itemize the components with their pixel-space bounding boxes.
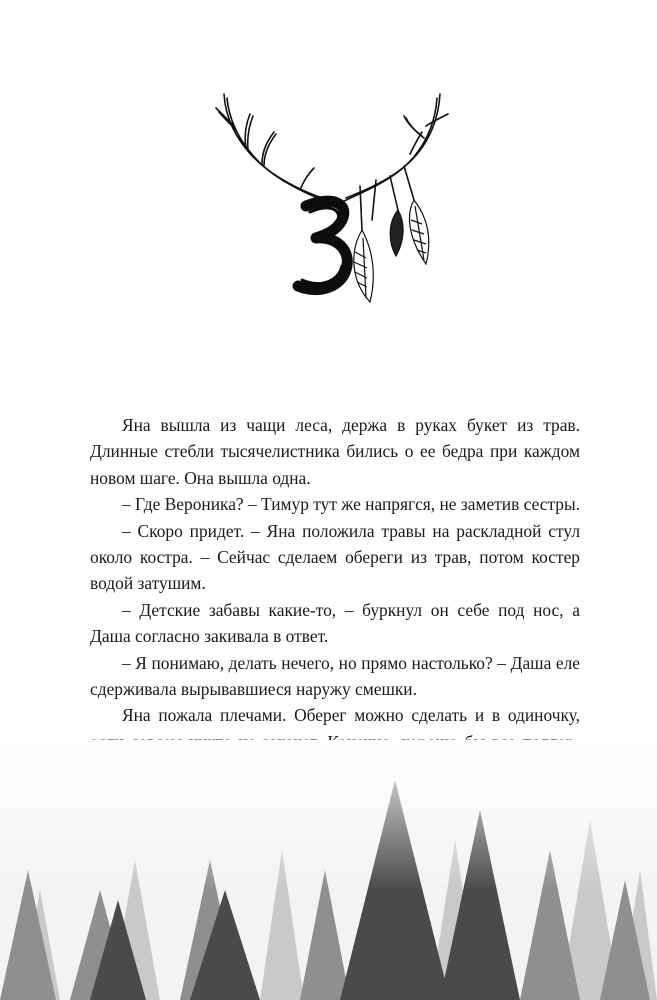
paragraph: Яна пожала плечами. Оберег можно сделать и в одиночку, (122, 705, 580, 726)
antlers-with-feathers-icon (200, 80, 460, 320)
paragraph: – Детские забавы какие-то, – буркнул он себе под нос, а Даша согласно закивала в ответ. (90, 599, 580, 647)
paragraph: – Я понимаю, делать нечего, но прямо настолько? – Даша еле сдерживала вырывавшиеся наружу смешки. (90, 652, 580, 700)
body-text (90, 412, 580, 755)
misty-forest-illustration (0, 740, 657, 1000)
paragraph: – Скоро придет. – Яна положила травы на раскладной стул около костра. – Сейчас сделаем обереги из трав, потом костер водой затушим. (90, 520, 580, 594)
paragraph: Яна вышла из чащи леса, держа в руках букет из трав. Длинные стебли тысячелистника бились о ее бедра при каждом новом шаге. Она вышла одна. (90, 415, 580, 488)
paragraph: – Где Вероника? – Тимур тут же напрягся, не заметив сестры. (122, 494, 580, 515)
